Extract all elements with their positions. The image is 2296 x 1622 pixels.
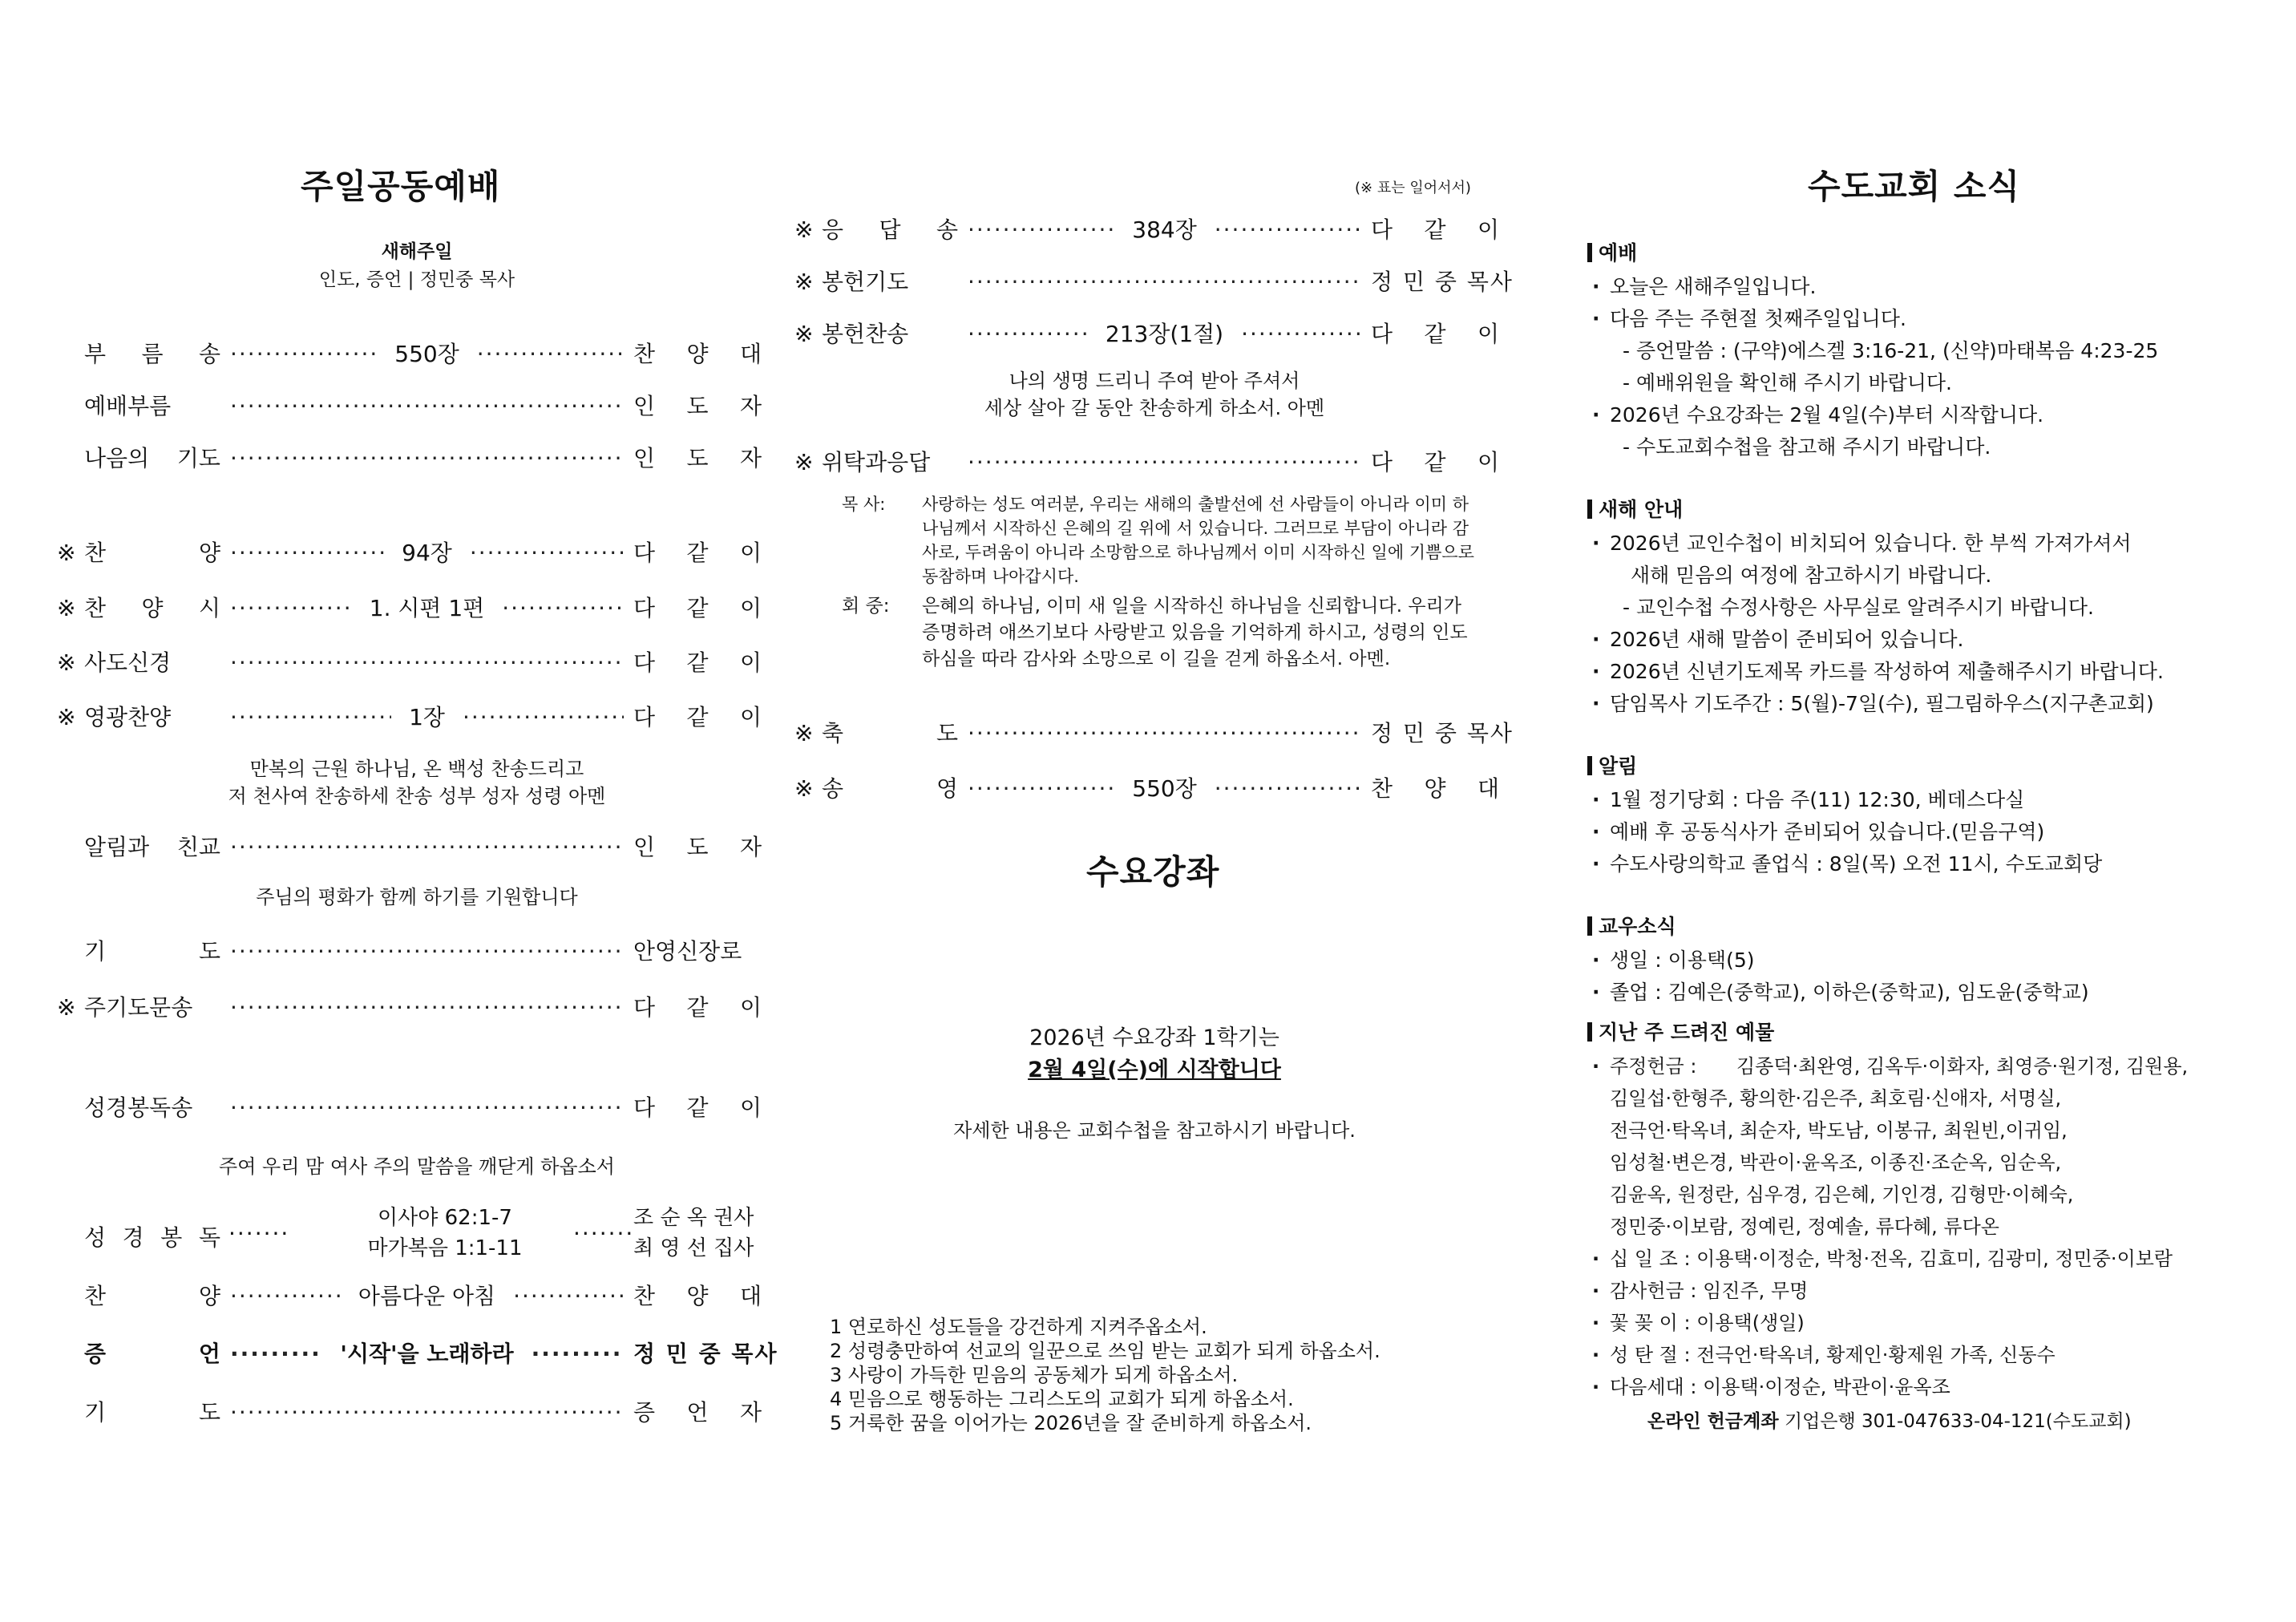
order-label: 찬 양 시 — [84, 595, 220, 621]
order-leader: 찬 양 대 — [633, 1283, 762, 1309]
order-label: 봉헌찬송 — [822, 321, 909, 347]
list-item: · 2026년 새해 말씀이 준비되어 있습니다. — [1587, 624, 2269, 656]
order-label: 영광찬양 — [84, 704, 172, 730]
list-item: - 수도교회수첩을 참고해 주시기 바랍니다. — [1623, 435, 1991, 459]
offering-lyric: 나의 생명 드리니 주여 받아 주셔서 세상 살아 갈 동안 찬송하게 하소서. 아멘 — [984, 370, 1325, 419]
news-section — [1587, 494, 2269, 720]
order-label: 봉헌기도 — [822, 269, 909, 295]
order-label: 예배부름 — [84, 393, 172, 419]
order-leader: 다 같 이 — [633, 1094, 762, 1121]
order-detail: 1장 — [409, 704, 445, 730]
order-detail: 384장 — [1132, 216, 1197, 243]
order-leader: 찬 양 대 — [633, 341, 762, 367]
order-leader: 인 도 자 — [633, 445, 762, 471]
lecture-line1: 2026년 수요강좌 1학기는 — [1029, 1025, 1279, 1050]
worship-order-column-2 — [794, 0, 1514, 1622]
section-heading: 지난 주 드려진 예물 — [1599, 1021, 1775, 1044]
account-info: 온라인 헌금계좌 기업은행 301-047633-04-121(수도교회) — [1647, 1411, 2132, 1432]
order-label: 축 도 — [822, 720, 958, 746]
page-title: 주일공동예배 — [301, 167, 501, 206]
standing-mark: ※ — [794, 216, 814, 243]
list-item: · 생일 : 이용택(5) — [1587, 944, 2269, 977]
order-label: 증 언 — [84, 1341, 220, 1367]
order-label: 나음의 기도 — [84, 445, 220, 471]
list-item: · 성 탄 절 : 전극언·탁옥녀, 황제인·황제원 가족, 신동수 — [1587, 1339, 2273, 1371]
reading-label: 성 경 봉 독 — [84, 1224, 220, 1251]
order-row — [84, 1090, 762, 1122]
order-leader: 인 도 자 — [633, 834, 762, 860]
news-title: 수도교회 소식 — [1808, 167, 2021, 206]
order-label: 찬 양 — [84, 540, 220, 566]
order-row — [57, 990, 762, 1022]
standing-mark: ※ — [57, 994, 76, 1021]
order-label: 부 름 송 — [84, 341, 220, 367]
congregation-response: 회 중: 은혜의 하나님, 이미 새 일을 시작하신 하나님을 신뢰합니다. 우리가 증명하려 애쓰기보다 사랑받고 있음을 기억하게 하시고, 성령의 인도하심을 따라 감사와 소망으로 이 길을 걷게 하옵소서. 아멘. — [842, 596, 1468, 669]
prayer-item: 1 연로하신 성도들을 강건하게 지켜주옵소서. — [830, 1316, 1207, 1338]
list-item: · 오늘은 새해주일입니다. — [1587, 271, 2269, 303]
order-leader: 인 도 자 — [633, 393, 762, 419]
order-detail: 1. 시편 1편 — [369, 595, 485, 621]
order-row — [57, 645, 762, 678]
order-leader: 증 언 자 — [633, 1399, 762, 1426]
order-detail: 550장 — [1132, 775, 1197, 802]
list-item: · 수도사랑의학교 졸업식 : 8일(목) 오전 11시, 수도교회당 — [1587, 848, 2269, 880]
order-leader: 다 같 이 — [633, 994, 762, 1021]
order-label: 찬 양 — [84, 1283, 220, 1309]
order-leader: 정 민 중 목사 — [1371, 720, 1514, 746]
order-row — [84, 441, 762, 473]
order-row — [84, 830, 762, 862]
order-row — [84, 1279, 762, 1311]
order-label: 알림과 친교 — [84, 834, 220, 860]
news-section — [1587, 911, 2269, 1009]
passage: 이사야 62:1-7 — [378, 1206, 512, 1230]
list-item: · 2026년 수요강좌는 2월 4일(수)부터 시작합니다. — [1587, 399, 2269, 431]
order-row — [794, 771, 1499, 803]
list-item: · 2026년 교인수첩이 비치되어 있습니다. 한 부씩 가져가셔서 — [1587, 528, 2269, 560]
order-leader: 다 같 이 — [633, 540, 762, 566]
list-item: · 꽃 꽂 이 : 이용택(생일) — [1587, 1307, 2273, 1339]
order-row — [84, 389, 762, 421]
order-detail: 아름다운 아침 — [358, 1283, 496, 1309]
standing-mark: ※ — [794, 269, 814, 295]
list-item: - 예배위원을 확인해 주시기 바랍니다. — [1623, 371, 1953, 394]
scripture-line: 주여 우리 맘 여사 주의 말씀을 깨닫게 하옵소서 — [219, 1155, 615, 1178]
worship-order-column — [57, 0, 778, 1622]
prayer-item: 4 믿음으로 행동하는 그리스도의 교회가 되게 하옵소서. — [830, 1388, 1294, 1410]
lecture-title: 수요강좌 — [1086, 852, 1220, 892]
standing-mark: ※ — [57, 595, 76, 621]
list-item: 김윤옥, 원정란, 심우경, 김은혜, 기인경, 김형만·이혜숙, — [1610, 1183, 2074, 1206]
order-leader: 다 같 이 — [1371, 216, 1499, 243]
scripture-reading: 성 경 봉 독 ······· 이사야 62:1-7 마가복음 1:1-11 ······· 조 순 옥 권사 최 영 선 집사 — [84, 1203, 762, 1267]
list-item: 전극언·탁옥녀, 최순자, 박도남, 이봉규, 최원빈,이귀임, — [1610, 1119, 2068, 1142]
order-row — [84, 337, 762, 369]
peace-line: 주님의 평화가 함께 하기를 기원합니다 — [256, 886, 578, 908]
reader: 최 영 선 집사 — [633, 1236, 754, 1260]
pastor-response: 목 사: 사랑하는 성도 여러분, 우리는 새해의 출발선에 선 사람들이 아니라 이미 하나님께서 시작하신 은혜의 길 위에 서 있습니다. 그러므로 부담이 아니라 감사로, 두려움이 아니라 소망함으로 하나님께서 이미 시작하신 일에 기쁨으로 동참하며 나아갑시다. — [842, 495, 1474, 586]
order-leader: 정 민 중 목사 — [1371, 269, 1514, 295]
list-item: 김일섭·한형주, 황의한·김은주, 최호림·신애자, 서명실, — [1610, 1087, 2062, 1110]
church-news-column — [1583, 0, 2273, 1622]
leaders: 인도, 증언 | 정민중 목사 — [318, 269, 515, 290]
glory-lyric: 만복의 근원 하나님, 온 백성 찬송드리고 저 천사여 찬송하세 찬송 성부 성자 성령 아멘 — [228, 758, 606, 807]
order-label: 주기도문송 — [84, 994, 193, 1021]
order-row — [84, 1395, 762, 1427]
list-item: · 다음 주는 주현절 첫째주일입니다. — [1587, 303, 2269, 335]
list-item: · 졸업 : 김예은(중학교), 이하은(중학교), 임도윤(중학교) — [1587, 977, 2269, 1009]
passage: 마가복음 1:1-11 — [367, 1236, 523, 1260]
news-section — [1587, 237, 2269, 463]
order-row — [794, 212, 1499, 245]
list-item: - 교인수첩 수정사항은 사무실로 알려주시기 바랍니다. — [1623, 596, 2095, 619]
list-item: · 십 일 조 : 이용택·이정순, 박청·전옥, 김효미, 김광미, 정민중·이보람 — [1587, 1243, 2273, 1275]
list-item: · 예배 후 공동식사가 준비되어 있습니다.(믿음구역) — [1587, 816, 2269, 848]
standing-mark: ※ — [57, 649, 76, 676]
order-leader: 다 같 이 — [633, 595, 762, 621]
lecture-line2: 2월 4일(수)에 시작합니다 — [1028, 1058, 1281, 1082]
order-leader: 안영신장로 — [633, 938, 742, 965]
offerings-section — [1587, 1017, 2273, 1433]
section-heading: 알림 — [1599, 754, 1638, 778]
order-label: 송 영 — [822, 775, 958, 802]
order-row — [57, 536, 762, 568]
order-detail: 94장 — [402, 540, 452, 566]
list-item: 정민중·이보람, 정예린, 정예솔, 류다혜, 류다온 — [1610, 1215, 1999, 1238]
standing-mark: ※ — [57, 704, 76, 730]
news-section — [1587, 750, 2269, 880]
order-row — [794, 317, 1500, 349]
reader: 조 순 옥 권사 — [633, 1206, 754, 1230]
list-item: · 1월 정기당회 : 다음 주(11) 12:30, 베데스다실 — [1587, 784, 2269, 816]
order-row — [57, 591, 762, 623]
list-item: 임성철·변은경, 박관이·윤옥조, 이종진·조순옥, 임순옥, — [1610, 1151, 2062, 1174]
order-leader: 다 같 이 — [1371, 449, 1499, 475]
order-row — [57, 700, 762, 732]
list-item: 새해 믿음의 여정에 참고하시기 바랍니다. — [1631, 564, 1992, 587]
order-row — [794, 265, 1514, 297]
order-detail: '시작'을 노래하라 — [340, 1341, 514, 1367]
order-detail: 550장 — [394, 341, 459, 367]
prayer-item: 3 사랑이 가득한 믿음의 공동체가 되게 하옵소서. — [830, 1364, 1239, 1386]
order-leader: 정 민 중 목사 — [633, 1341, 778, 1367]
section-heading: 예배 — [1599, 241, 1638, 265]
order-row — [84, 934, 762, 966]
standing-mark: ※ — [57, 540, 76, 566]
order-leader: 다 같 이 — [1371, 321, 1500, 347]
standing-mark: ※ — [794, 775, 814, 802]
prayer-item: 5 거룩한 꿈을 이어가는 2026년을 잘 준비하게 하옵소서. — [830, 1412, 1312, 1434]
order-detail: 213장(1절) — [1105, 321, 1224, 347]
standing-mark: ※ — [794, 321, 814, 347]
list-item: · 다음세대 : 이용택·이정순, 박관이·윤옥조 — [1587, 1371, 2273, 1403]
list-item: · 2026년 신년기도제목 카드를 작성하여 제출해주시기 바랍니다. — [1587, 656, 2269, 688]
order-label: 위탁과응답 — [822, 449, 931, 475]
list-item: · 감사헌금 : 임진주, 무명 — [1587, 1275, 2273, 1307]
lecture-note: 자세한 내용은 교회수첩을 참고하시기 바랍니다. — [953, 1119, 1356, 1142]
standing-mark: ※ — [794, 449, 814, 475]
subtitle: 새해주일 — [381, 241, 453, 262]
order-leader: 다 같 이 — [633, 649, 762, 676]
section-heading: 교우소식 — [1599, 915, 1676, 938]
order-label: 기 도 — [84, 938, 220, 965]
order-label: 성경봉독송 — [84, 1094, 193, 1121]
prayer-list — [830, 1315, 1380, 1435]
order-row — [794, 445, 1499, 477]
order-leader: 다 같 이 — [633, 704, 762, 730]
standing-mark: ※ — [794, 720, 814, 746]
list-item: · 담임목사 기도주간 : 5(월)-7일(수), 필그림하우스(지구촌교회) — [1587, 688, 2269, 720]
order-leader: 찬 양 대 — [1371, 775, 1499, 802]
order-label: 사도신경 — [84, 649, 172, 676]
order-row — [794, 716, 1514, 748]
order-row — [84, 1337, 778, 1369]
standing-note: (※ 표는 일어서서) — [1355, 180, 1471, 196]
order-label: 기 도 — [84, 1399, 220, 1426]
list-item: - 증언말씀 : (구약)에스겔 3:16-21, (신약)마태복음 4:23-25 — [1623, 339, 2159, 362]
section-heading: 새해 안내 — [1599, 498, 1684, 521]
order-label: 응 답 송 — [822, 216, 958, 243]
prayer-item: 2 성령충만하여 선교의 일꾼으로 쓰임 받는 교회가 되게 하옵소서. — [830, 1340, 1380, 1362]
list-item: · 주정헌금 : 김종덕·최완영, 김옥두·이화자, 최영증·원기정, 김원용, — [1587, 1050, 2273, 1082]
